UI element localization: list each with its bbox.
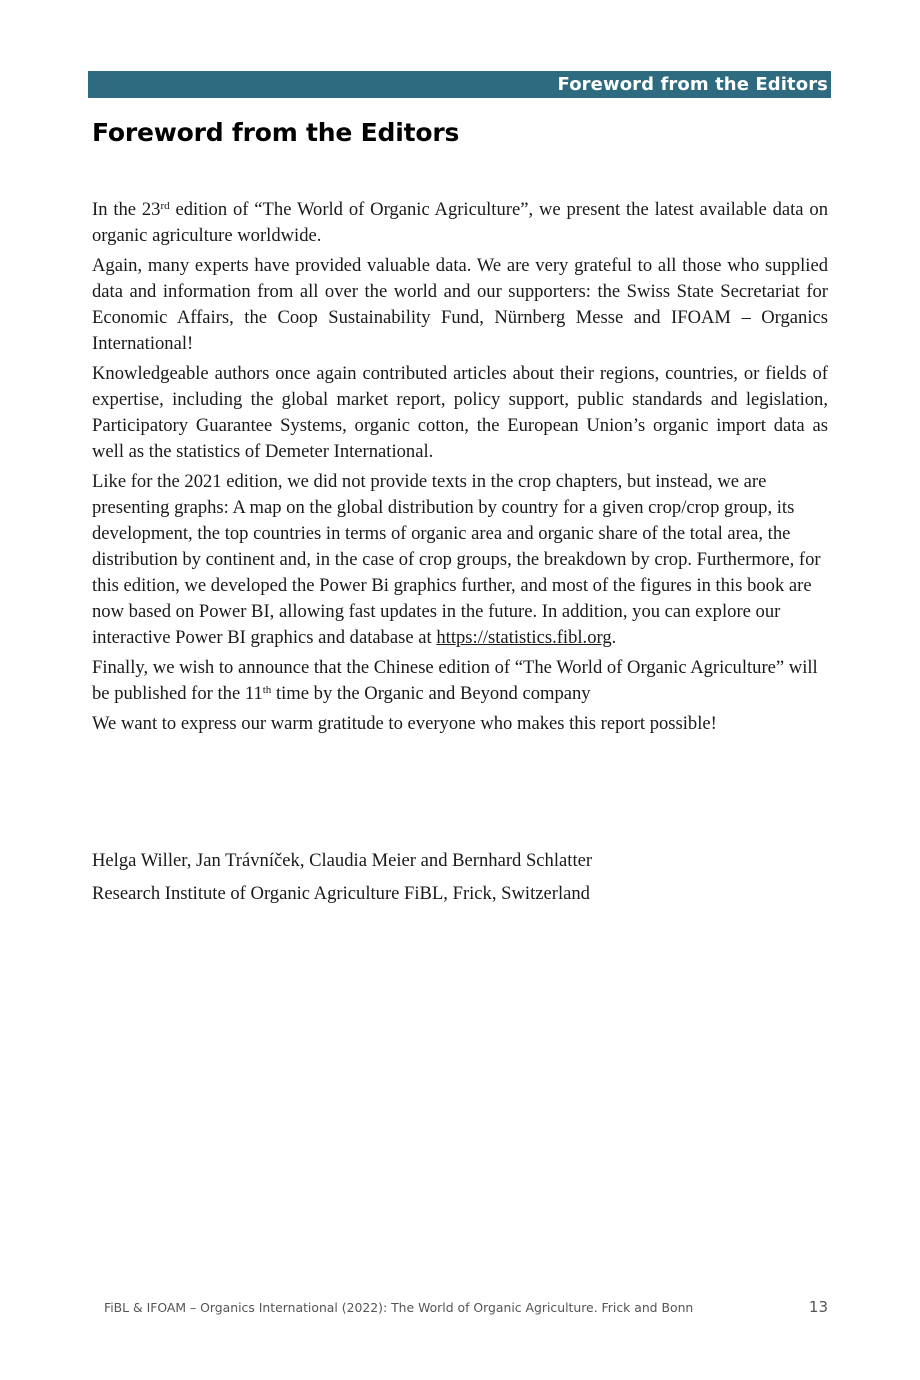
paragraph-thanks: Again, many experts have provided valuable data. We are very grateful to all those who supplied data and information from all over the world and our supporters: the Swiss State Secretariat for Economic Affairs, the Coop Sustainability Fund, Nürnberg Messe and IFOAM – Organics International! bbox=[92, 255, 828, 354]
paragraph-gratitude: We want to express our warm gratitude to everyone who makes this report possible! bbox=[92, 713, 717, 734]
paragraph-intro: In the 23rd edition of “The World of Organic Agriculture”, we present the latest available data on organic agriculture worldwide. bbox=[92, 199, 828, 246]
editor-names: Helga Willer, Jan Trávníček, Claudia Meier and Bernhard Schlatter bbox=[92, 850, 593, 871]
paragraph-authors: Knowledgeable authors once again contributed articles about their regions, countries, or fields of expertise, including the global market report, policy support, public standards and legislation, Participatory Guarantee Systems, organic cotton, the European Union’s organic import data as well as the statistics of Demeter International. bbox=[92, 363, 828, 462]
editor-institution: Research Institute of Organic Agriculture FiBL, Frick, Switzerland bbox=[92, 883, 590, 904]
ordinal-suffix: rd bbox=[160, 200, 170, 212]
foreword-body bbox=[92, 197, 828, 741]
running-header-title: Foreword from the Editors bbox=[557, 74, 828, 95]
ordinal-suffix: th bbox=[262, 684, 272, 696]
page-footer bbox=[104, 1298, 828, 1316]
statistics-link[interactable]: https://statistics.fibl.org bbox=[436, 627, 612, 648]
page-title: Foreword from the Editors bbox=[92, 118, 460, 147]
signature-block bbox=[92, 848, 828, 914]
running-header-bar bbox=[88, 71, 831, 98]
page-number: 13 bbox=[808, 1298, 828, 1316]
footer-citation: FiBL & IFOAM – Organics International (2022): The World of Organic Agriculture. Frick and Bonn bbox=[104, 1300, 694, 1315]
paragraph-chinese-edition: Finally, we wish to announce that the Chinese edition of “The World of Organic Agriculture” will be published for the 11th time by the Organic and Beyond company bbox=[92, 657, 818, 704]
paragraph-graphs: Like for the 2021 edition, we did not provide texts in the crop chapters, but instead, we are presenting graphs: A map on the global distribution by country for a given crop/crop group, its development, the top countries in terms of organic area and organic share of the total area, the distribution by continent and, in the case of crop groups, the breakdown by crop. Furthermore, for this edition, we developed the Power Bi graphics further, and most of the figures in this book are now based on Power BI, allowing fast updates in the future. In addition, you can explore our interactive Power BI graphics and database at https://statistics.fibl.org. bbox=[92, 471, 821, 648]
